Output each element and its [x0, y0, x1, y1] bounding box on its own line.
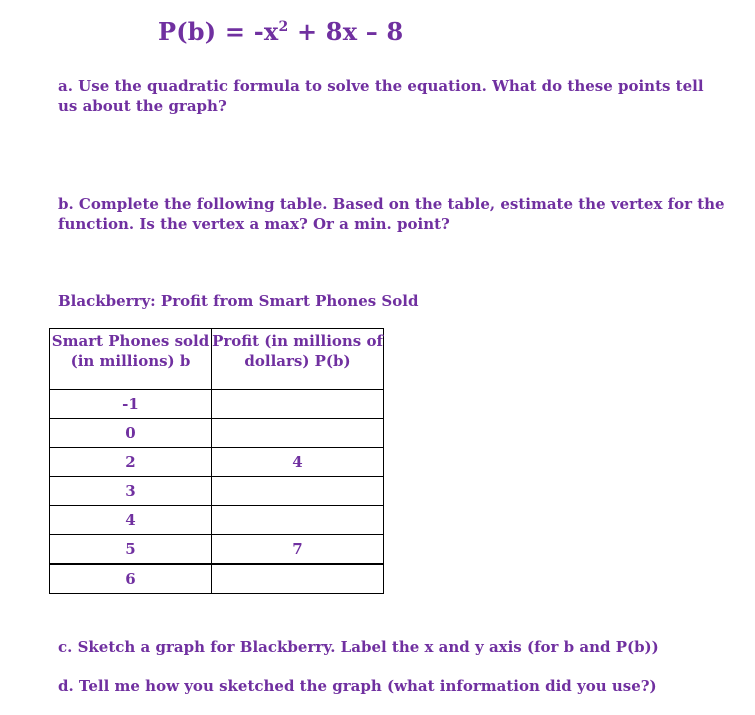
cell-b: 4: [50, 506, 212, 535]
table-row: [50, 564, 384, 594]
cell-profit[interactable]: [212, 390, 384, 419]
cell-profit[interactable]: 4: [212, 448, 384, 477]
table-row: [50, 390, 384, 419]
header-profit: Profit (in millions of dollars) P(b): [212, 329, 384, 390]
table-caption: Blackberry: Profit from Smart Phones Sold: [58, 292, 419, 310]
equation-exponent: 2: [278, 19, 289, 35]
cell-profit[interactable]: [212, 564, 384, 594]
cell-b: 5: [50, 535, 212, 565]
profit-table: [49, 328, 384, 594]
cell-b: 6: [50, 564, 212, 594]
equation-rhs: + 8x – 8: [288, 17, 404, 46]
table-row: [50, 477, 384, 506]
cell-b: 2: [50, 448, 212, 477]
cell-b: -1: [50, 390, 212, 419]
question-c: c. Sketch a graph for Blackberry. Label the x and y axis (for b and P(b)): [58, 638, 659, 656]
cell-profit[interactable]: [212, 419, 384, 448]
table-row: [50, 506, 384, 535]
cell-profit[interactable]: [212, 477, 384, 506]
cell-profit[interactable]: [212, 506, 384, 535]
question-b: b. Complete the following table. Based on the table, estimate the vertex for the function. Is the vertex a max? Or a min. point?: [58, 195, 725, 233]
table-header-row: [50, 329, 384, 390]
question-d: d. Tell me how you sketched the graph (what information did you use?): [58, 677, 657, 695]
question-a: a. Use the quadratic formula to solve the equation. What do these points tell us about the graph?: [58, 77, 704, 115]
cell-b: 0: [50, 419, 212, 448]
equation-title: [158, 17, 403, 46]
equation-lhs: P(b) = -x: [158, 17, 279, 46]
table-row: [50, 419, 384, 448]
cell-b: 3: [50, 477, 212, 506]
table-row: [50, 448, 384, 477]
header-phones-sold: Smart Phones sold (in millions) b: [50, 329, 212, 390]
table-row: [50, 535, 384, 565]
cell-profit[interactable]: 7: [212, 535, 384, 565]
